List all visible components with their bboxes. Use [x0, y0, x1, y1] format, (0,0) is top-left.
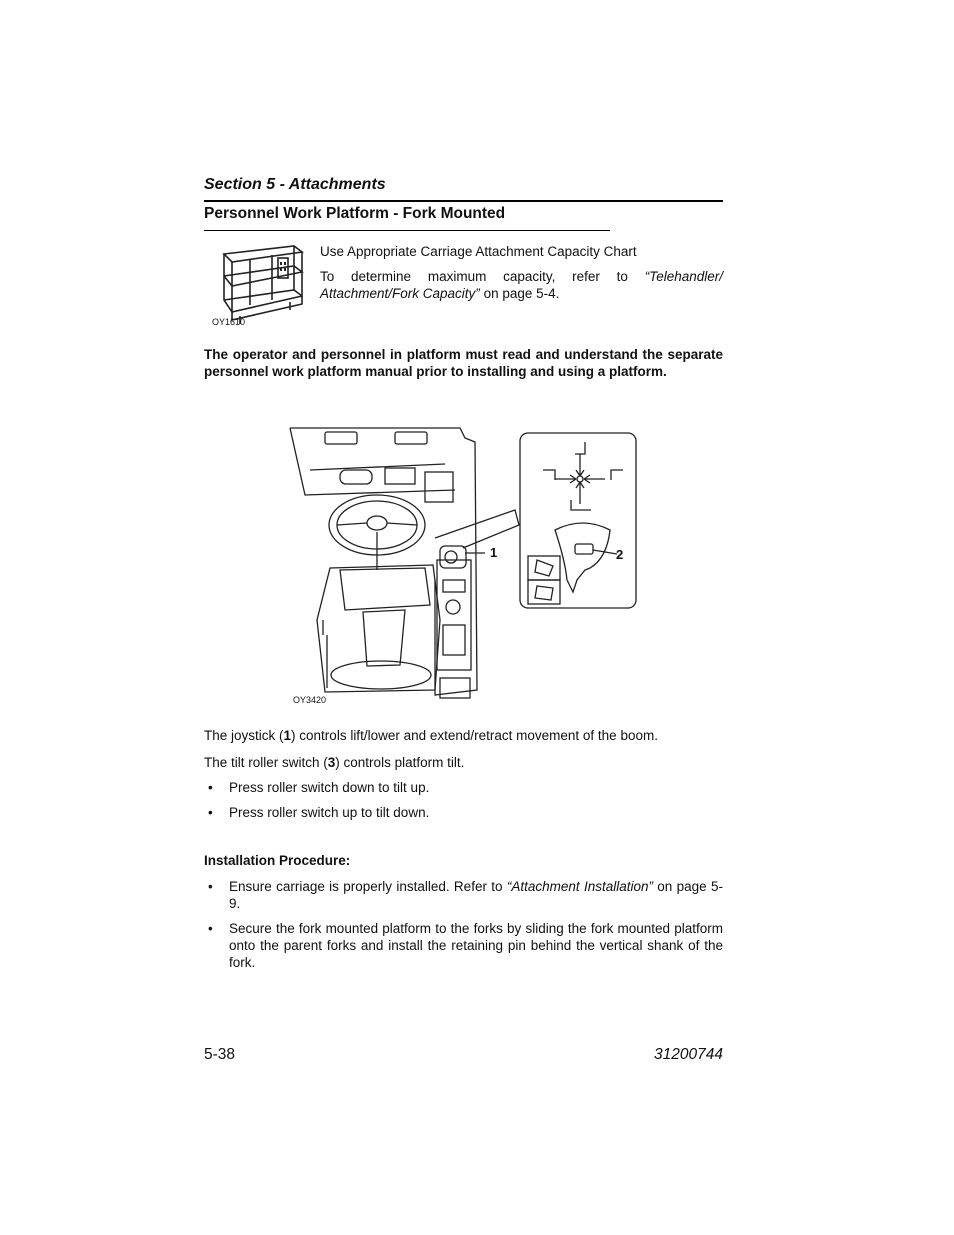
bullet-text: Press roller switch up to tilt down.: [229, 805, 430, 820]
capacity-chart-note: Use Appropriate Carriage Attachment Capacity Chart: [320, 244, 637, 259]
bullet-text: Press roller switch down to tilt up.: [229, 780, 430, 795]
document-number: 31200744: [654, 1046, 723, 1063]
warning-paragraph: The operator and personnel in platform must read and understand the separate personnel work platform manual prior to installing and using a platform.: [204, 347, 723, 379]
bullet-dot: •: [208, 879, 213, 894]
header-rule: [204, 200, 723, 202]
callout-1: 1: [490, 545, 498, 560]
callout-2: 2: [616, 547, 624, 562]
capacity-ref-suffix: on page 5-4.: [479, 286, 560, 301]
image-code-oy1610: OY1610: [212, 317, 246, 327]
joystick-text-b: ) controls lift/lower and extend/retract movement of the boom.: [291, 728, 658, 743]
tilt-description: [204, 754, 723, 771]
bullet-text: [229, 878, 723, 912]
tilt-text-a: The tilt roller switch (: [204, 755, 328, 770]
page-number: 5-38: [204, 1046, 236, 1063]
install-step1-a: Ensure carriage is properly installed. Refer to: [229, 879, 507, 894]
subsection-title: Personnel Work Platform - Fork Mounted: [204, 205, 506, 222]
installation-heading: Installation Procedure:: [204, 853, 351, 868]
image-code-oy3420: OY3420: [293, 695, 327, 705]
joystick-description: [204, 727, 723, 744]
section-title: Section 5 - Attachments: [204, 176, 386, 193]
list-item: [208, 878, 723, 914]
bullet-text: Secure the fork mounted platform to the forks by sliding the fork mounted platform onto the parent forks and install the retaining pin behind the vertical shank of the fork.: [229, 921, 723, 970]
tilt-text-b: ) controls platform tilt.: [335, 755, 465, 770]
cab-controls-figure: [285, 420, 645, 710]
joystick-text-a: The joystick (: [204, 728, 284, 743]
bullet-dot: •: [208, 805, 213, 820]
list-item: [208, 804, 723, 822]
list-item: [208, 920, 723, 974]
subsection-rule: [204, 230, 610, 231]
bullet-dot: •: [208, 780, 213, 795]
tilt-callout-ref: 3: [327, 755, 336, 770]
capacity-ref-prefix: To determine maximum capacity, refer to: [320, 269, 645, 284]
install-step1-b: on page 5-9.: [229, 879, 723, 911]
joystick-callout-ref: 1: [283, 728, 292, 743]
bullet-dot: •: [208, 921, 213, 936]
capacity-ref-link[interactable]: “Telehandler/ Attachment/Fork Capacity”: [320, 269, 723, 301]
install-step1-link[interactable]: “Attachment Installation”: [506, 879, 653, 894]
capacity-reference: [320, 268, 723, 302]
list-item: [208, 779, 723, 797]
